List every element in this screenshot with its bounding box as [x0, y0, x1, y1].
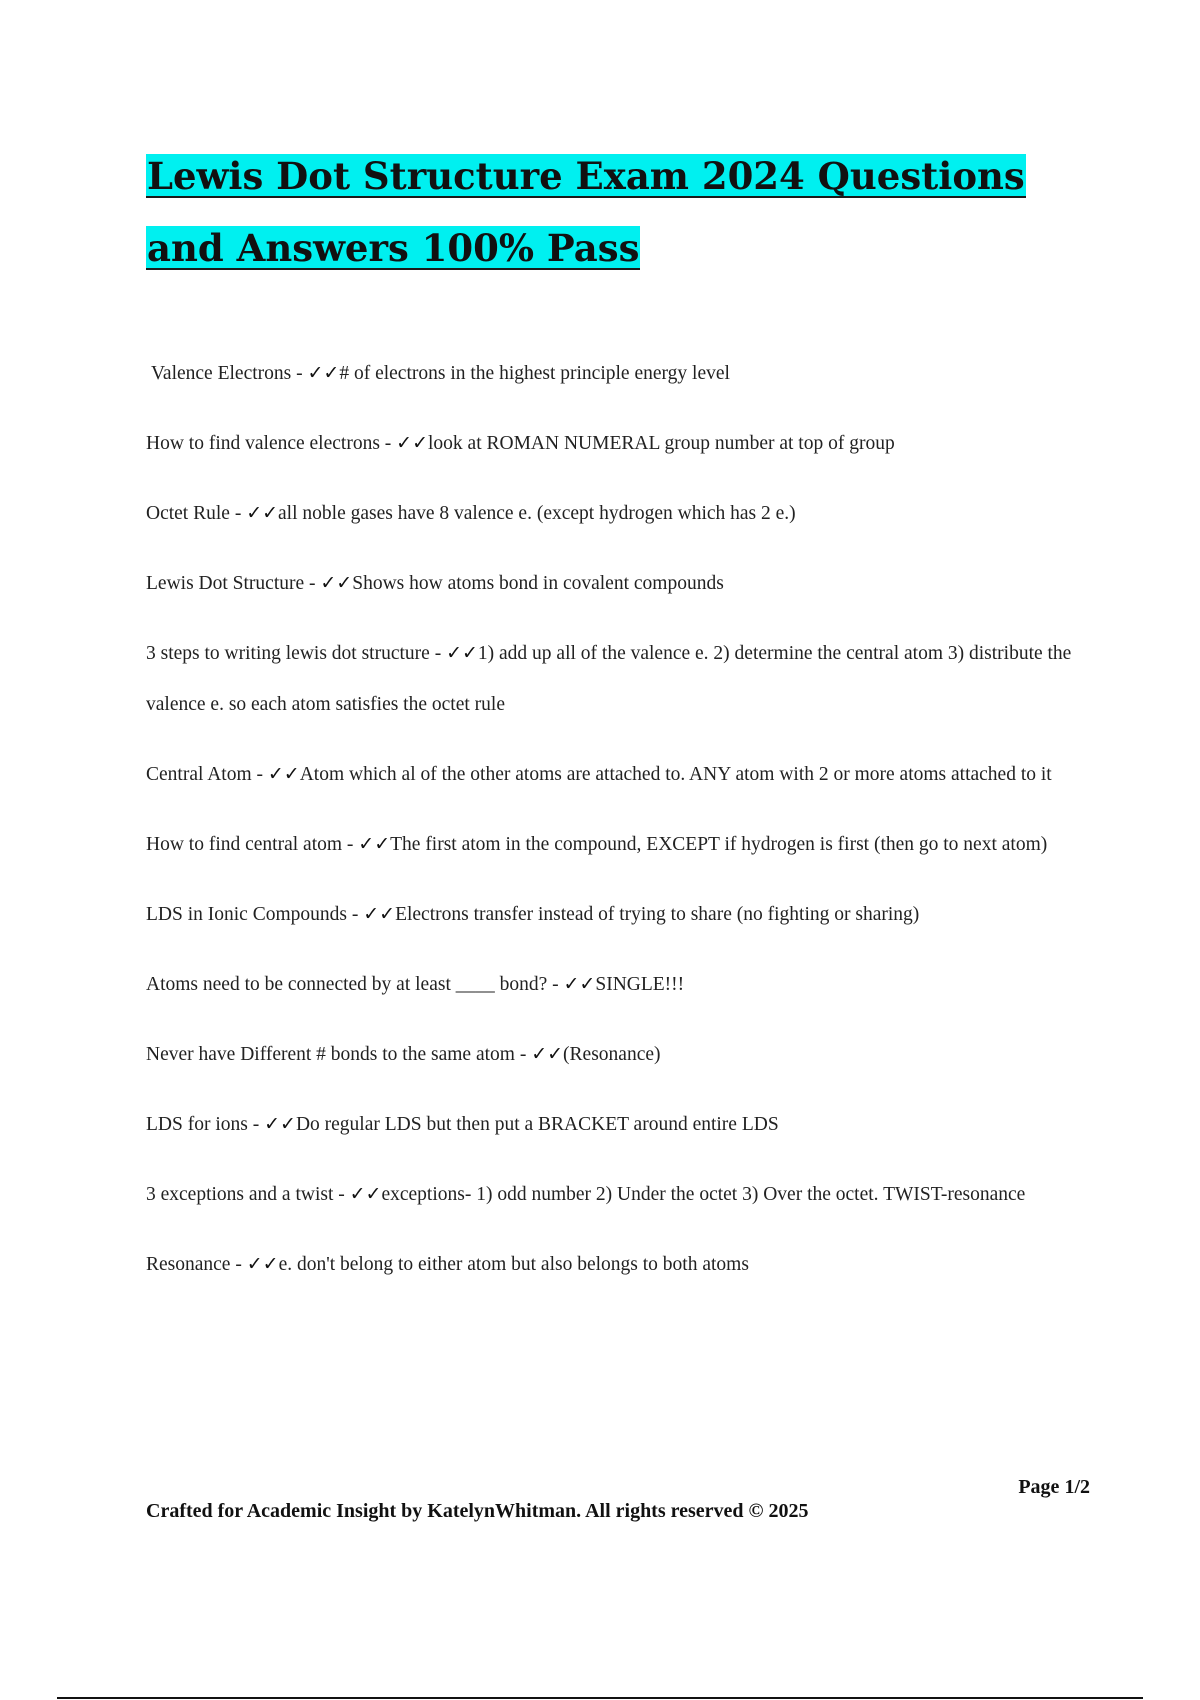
double-check-icon: ✓✓	[396, 432, 429, 454]
qa-separator: -	[342, 834, 359, 855]
qa-separator: -	[304, 573, 321, 594]
qa-term: Atoms need to be connected by at least ____ bond?	[146, 974, 548, 995]
qa-separator: -	[230, 1254, 247, 1275]
double-check-icon: ✓✓	[246, 1253, 279, 1275]
qa-separator: -	[291, 363, 308, 384]
qa-term: Resonance	[146, 1254, 231, 1275]
double-check-icon: ✓✓	[531, 1043, 564, 1065]
document-title	[146, 140, 1066, 284]
qa-separator: -	[333, 1184, 350, 1205]
qa-item	[146, 418, 1096, 469]
qa-definition: Do regular LDS but then put a BRACKET around entire LDS	[295, 1114, 779, 1135]
double-check-icon: ✓✓	[563, 973, 596, 995]
double-check-icon: ✓✓	[363, 903, 396, 925]
qa-term: How to find valence electrons	[146, 433, 380, 454]
qa-item	[146, 959, 1096, 1010]
qa-definition: exceptions- 1) odd number 2) Under the octet 3) Over the octet. TWIST-resonance	[381, 1184, 1026, 1205]
title-highlight: Lewis Dot Structure Exam 2024 Questions and Answers 100% Pass	[147, 154, 1025, 270]
qa-definition: # of electrons in the highest principle energy level	[339, 363, 730, 384]
qa-term: How to find central atom	[146, 834, 343, 855]
qa-term: 3 steps to writing lewis dot structure	[146, 643, 430, 664]
qa-item	[146, 628, 1096, 730]
qa-term: LDS for ions	[146, 1114, 248, 1135]
qa-item	[146, 1169, 1096, 1220]
qa-definition: all noble gases have 8 valence e. (except hydrogen which has 2 e.)	[278, 503, 796, 524]
footer-credit: Crafted for Academic Insight by KatelynWhitman. All rights reserved © 2025	[146, 1500, 809, 1522]
qa-definition: Electrons transfer instead of trying to share (no fighting or sharing)	[395, 904, 920, 925]
qa-separator: -	[514, 1044, 532, 1065]
qa-item	[146, 558, 1096, 609]
double-check-icon: ✓✓	[349, 1183, 382, 1205]
double-check-icon: ✓✓	[320, 572, 353, 594]
qa-definition: The first atom in the compound, EXCEPT if hydrogen is first (then go to next atom)	[390, 834, 1048, 855]
qa-item	[146, 1239, 1096, 1290]
qa-term: LDS in Ionic Compounds	[146, 904, 347, 925]
qa-item	[146, 819, 1096, 870]
qa-item	[146, 1099, 1096, 1150]
page-number: Page 1/2	[1018, 1476, 1090, 1498]
qa-separator: -	[379, 433, 397, 454]
qa-item	[146, 348, 1096, 399]
qa-definition: look at ROMAN NUMERAL group number at top of group	[428, 433, 895, 454]
qa-term: Valence Electrons	[151, 363, 292, 384]
qa-term: 3 exceptions and a twist	[146, 1184, 334, 1205]
double-check-icon: ✓✓	[264, 1113, 296, 1135]
qa-definition: e. don't belong to either atom but also belongs to both atoms	[278, 1254, 749, 1275]
qa-separator: -	[251, 764, 268, 785]
qa-definition: 1) add up all of the valence e. 2) determine the central atom 3) distribute the valence e. so each atom satisfies the octet rule	[146, 643, 1072, 715]
double-check-icon: ✓✓	[267, 763, 300, 785]
qa-item	[146, 488, 1096, 539]
qa-term: Central Atom	[146, 764, 252, 785]
double-check-icon: ✓✓	[246, 502, 279, 524]
qa-definition: SINGLE!!!	[595, 974, 685, 995]
qa-definition: (Resonance)	[563, 1044, 661, 1065]
double-check-icon: ✓✓	[446, 642, 478, 664]
qa-separator: -	[229, 503, 247, 524]
qa-item	[146, 749, 1096, 800]
qa-term: Never have Different # bonds to the same atom	[146, 1044, 515, 1065]
qa-term: Octet Rule	[146, 503, 230, 524]
qa-separator: -	[247, 1114, 265, 1135]
qa-item	[146, 889, 1096, 940]
qa-list	[146, 348, 1096, 1309]
double-check-icon: ✓✓	[307, 362, 340, 384]
double-check-icon: ✓✓	[358, 833, 391, 855]
bottom-divider	[57, 1697, 1143, 1699]
qa-definition: Shows how atoms bond in covalent compounds	[352, 573, 724, 594]
qa-separator: -	[547, 974, 564, 995]
qa-definition: Atom which al of the other atoms are attached to. ANY atom with 2 or more atoms attached to it	[299, 764, 1052, 785]
qa-separator: -	[346, 904, 364, 925]
qa-term: Lewis Dot Structure	[146, 573, 305, 594]
qa-separator: -	[429, 643, 447, 664]
qa-item	[146, 1029, 1096, 1080]
